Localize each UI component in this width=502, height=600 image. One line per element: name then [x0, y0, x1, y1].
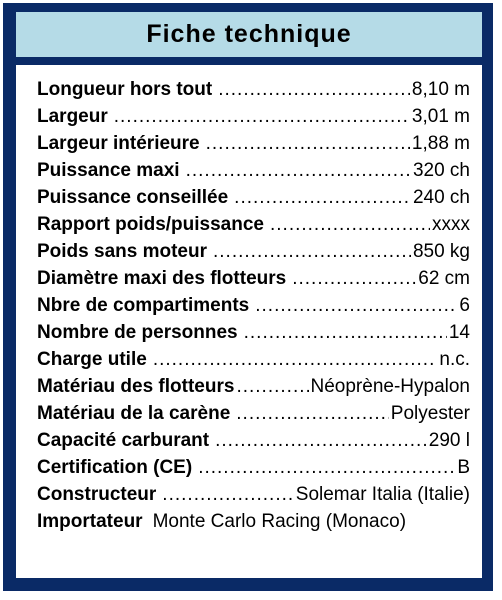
spec-label: Charge utile — [37, 349, 147, 370]
dot-leader — [206, 130, 410, 157]
spec-row-importateur — [37, 508, 470, 535]
spec-label: Largeur — [37, 106, 108, 127]
spec-value: n.c. — [439, 349, 470, 370]
spec-label: Matériau des flotteurs — [37, 376, 235, 397]
spec-row-diametre-flotteurs — [37, 265, 470, 292]
dot-leader — [270, 211, 430, 238]
dot-leader — [114, 103, 410, 130]
spec-list — [16, 65, 482, 578]
spec-card — [3, 3, 493, 591]
spec-value: 240 ch — [412, 187, 470, 208]
spec-value: 6 — [459, 295, 470, 316]
spec-value: B — [457, 457, 470, 478]
spec-row-constructeur — [37, 481, 470, 508]
dot-leader — [186, 157, 411, 184]
dot-leader — [215, 427, 427, 454]
spec-row-compartiments — [37, 292, 470, 319]
title-banner — [16, 12, 482, 57]
dot-leader — [198, 454, 455, 481]
spec-label: Matériau de la carène — [37, 403, 231, 424]
spec-row-poids-sans-moteur — [37, 238, 470, 265]
dot-leader — [255, 292, 457, 319]
spec-label: Diamètre maxi des flotteurs — [37, 268, 287, 289]
spec-row-capacite-carburant — [37, 427, 470, 454]
dot-leader — [153, 346, 438, 373]
dot-leader — [162, 481, 293, 508]
spec-label: Longueur hors tout — [37, 79, 213, 100]
spec-value: 850 kg — [412, 241, 470, 262]
dot-leader — [236, 373, 308, 400]
dot-leader — [292, 265, 416, 292]
spec-label: Certification (CE) — [37, 457, 193, 478]
spec-label: Poids sans moteur — [37, 241, 207, 262]
spec-label: Rapport poids/puissance — [37, 214, 264, 235]
spec-label: Importateur — [37, 511, 143, 532]
spec-row-rapport-poids-puissance — [37, 211, 470, 238]
spec-value: Solemar Italia (Italie) — [295, 484, 470, 505]
spec-value: 320 ch — [412, 160, 470, 181]
spec-row-materiau-flotteurs — [37, 373, 470, 400]
spec-value: 14 — [448, 322, 470, 343]
page-title: Fiche technique — [146, 20, 352, 48]
dot-leader — [218, 76, 410, 103]
spec-row-largeur-interieure — [37, 130, 470, 157]
spec-value: 62 cm — [418, 268, 470, 289]
spec-value: 290 l — [428, 430, 470, 451]
dot-leader — [236, 400, 389, 427]
spec-row-certification — [37, 454, 470, 481]
spec-value: 8,10 m — [411, 79, 470, 100]
spec-row-largeur — [37, 103, 470, 130]
spec-value: 3,01 m — [411, 106, 470, 127]
spec-value: Néoprène-Hypalon — [310, 376, 470, 397]
spec-row-longueur — [37, 76, 470, 103]
spec-row-puissance-maxi — [37, 157, 470, 184]
spec-value: Monte Carlo Racing (Monaco) — [152, 511, 407, 532]
spec-label: Nombre de personnes — [37, 322, 238, 343]
spec-label: Capacité carburant — [37, 430, 210, 451]
spec-row-charge-utile — [37, 346, 470, 373]
spec-row-puissance-conseillee — [37, 184, 470, 211]
spec-row-materiau-carene — [37, 400, 470, 427]
spec-label: Constructeur — [37, 484, 157, 505]
spec-value: xxxx — [432, 214, 470, 235]
spec-label: Nbre de compartiments — [37, 295, 250, 316]
spec-label: Puissance maxi — [37, 160, 180, 181]
dot-leader — [213, 238, 411, 265]
spec-label: Puissance conseillée — [37, 187, 229, 208]
dot-leader — [244, 319, 447, 346]
spec-value: Polyester — [390, 403, 470, 424]
spec-label: Largeur intérieure — [37, 133, 200, 154]
spec-value: 1,88 m — [411, 133, 470, 154]
spec-row-personnes — [37, 319, 470, 346]
dot-leader — [234, 184, 411, 211]
